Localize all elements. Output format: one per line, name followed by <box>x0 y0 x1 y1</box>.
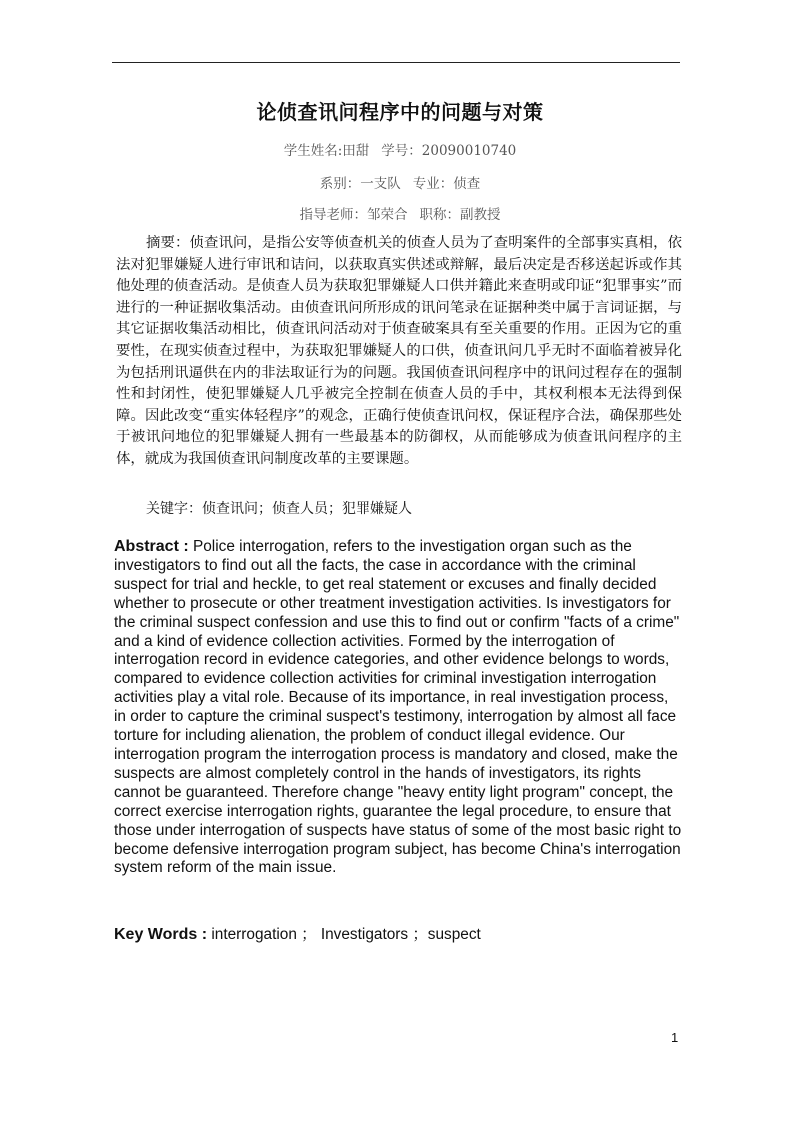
chinese-abstract-text: 侦查讯问，是指公安等侦查机关的侦查人员为了查明案件的全部事实真相，依法对犯罪嫌疑人进行审讯和诘问，以获取真实供述或辩解，最后决定是否移送起诉或作其他处理的侦查活动。是侦查人员为获取犯罪嫌疑人口供并籍此来查明或印证“犯罪事实”而进行的一种证据收集活动。由侦查讯问所形成的讯问笔录在证据种类中属于言词证据，与其它证据收集活动相比，侦查讯问活动对于侦查破案具有至关重要的作用。正因为它的重要性，在现实侦查过程中，为获取犯罪嫌疑人的口供，侦查讯问几乎无时不面临着被异化为包括刑讯逼供在内的非法取证行为的问题。我国侦查讯问程序中的讯问过程存在的强制性和封闭性，使犯罪嫌疑人几乎被完全控制在侦查人员的手中，其权利根本无法得到保障。因此改变“重实体轻程序”的观念，正确行使侦查讯问权，保证程序合法，确保那些处于被讯问地位的犯罪嫌疑人拥有一些最基本的防御权，从而能够成为侦查讯问程序的主体，就成为我国侦查讯问制度改革的主要课题。 <box>116 235 682 467</box>
student-name: 学生姓名:田甜 <box>283 143 370 159</box>
page-number: 1 <box>671 1030 679 1045</box>
department: 系别：一支队 <box>319 176 401 192</box>
english-abstract-label: Abstract : <box>114 538 189 555</box>
student-id: 学号：20090010740 <box>381 143 517 159</box>
major: 专业：侦查 <box>412 176 481 192</box>
advisor: 指导老师：邹荣合 <box>299 207 408 223</box>
english-abstract <box>114 538 682 878</box>
chinese-abstract <box>116 233 682 471</box>
advisor-line <box>0 203 800 223</box>
english-keywords-text: interrogation ； Investigators ；suspect <box>211 926 481 943</box>
header-rule <box>112 62 680 63</box>
english-abstract-text: Police interrogation, refers to the investigation organ such as the investigators to find out all the facts, the case in accordance with the criminal suspect for trial and heckle, to get real statement or excuses and finally decided whether to prosecute or other treatment investigation activities. Is investigators for the criminal suspect confession and use this to find out or confirm "facts of a crime" and a kind of evidence collection activities. Formed by the interrogation of interrogation record in evidence categories, and other evidence belongs to words, compared to evidence collection activities for criminal investigation interrogation activities play a vital role. Because of its importance, in real investigation process, in order to capture the criminal suspect's testimony, interrogation by almost all face torture for including alienation, the problem of conduct illegal evidence. Our interrogation program the interrogation process is mandatory and closed, make the suspects are almost completely control in the hands of investigators, its rights cannot be guaranteed. Therefore change "heavy entity light program" concept, the correct exercise interrogation rights, guarantee the legal procedure, to ensure that those under interrogation of suspects have status of some of the most basic right to become defensive interrogation program subject, has become China's interrogation system reform of the main issue. <box>114 538 682 877</box>
chinese-keywords-label: 关键字： <box>146 501 202 517</box>
document-title: 论侦查讯问程序中的问题与对策 <box>256 100 544 124</box>
chinese-keywords <box>146 498 412 518</box>
english-keywords-label: Key Words : <box>114 926 208 943</box>
student-info-line <box>0 139 800 159</box>
advisor-rank: 职称：副教授 <box>419 207 501 223</box>
department-line <box>0 172 800 192</box>
chinese-keywords-text: 侦查讯问；侦查人员；犯罪嫌疑人 <box>202 501 412 517</box>
chinese-abstract-label: 摘要： <box>146 235 190 251</box>
english-keywords <box>114 922 481 944</box>
